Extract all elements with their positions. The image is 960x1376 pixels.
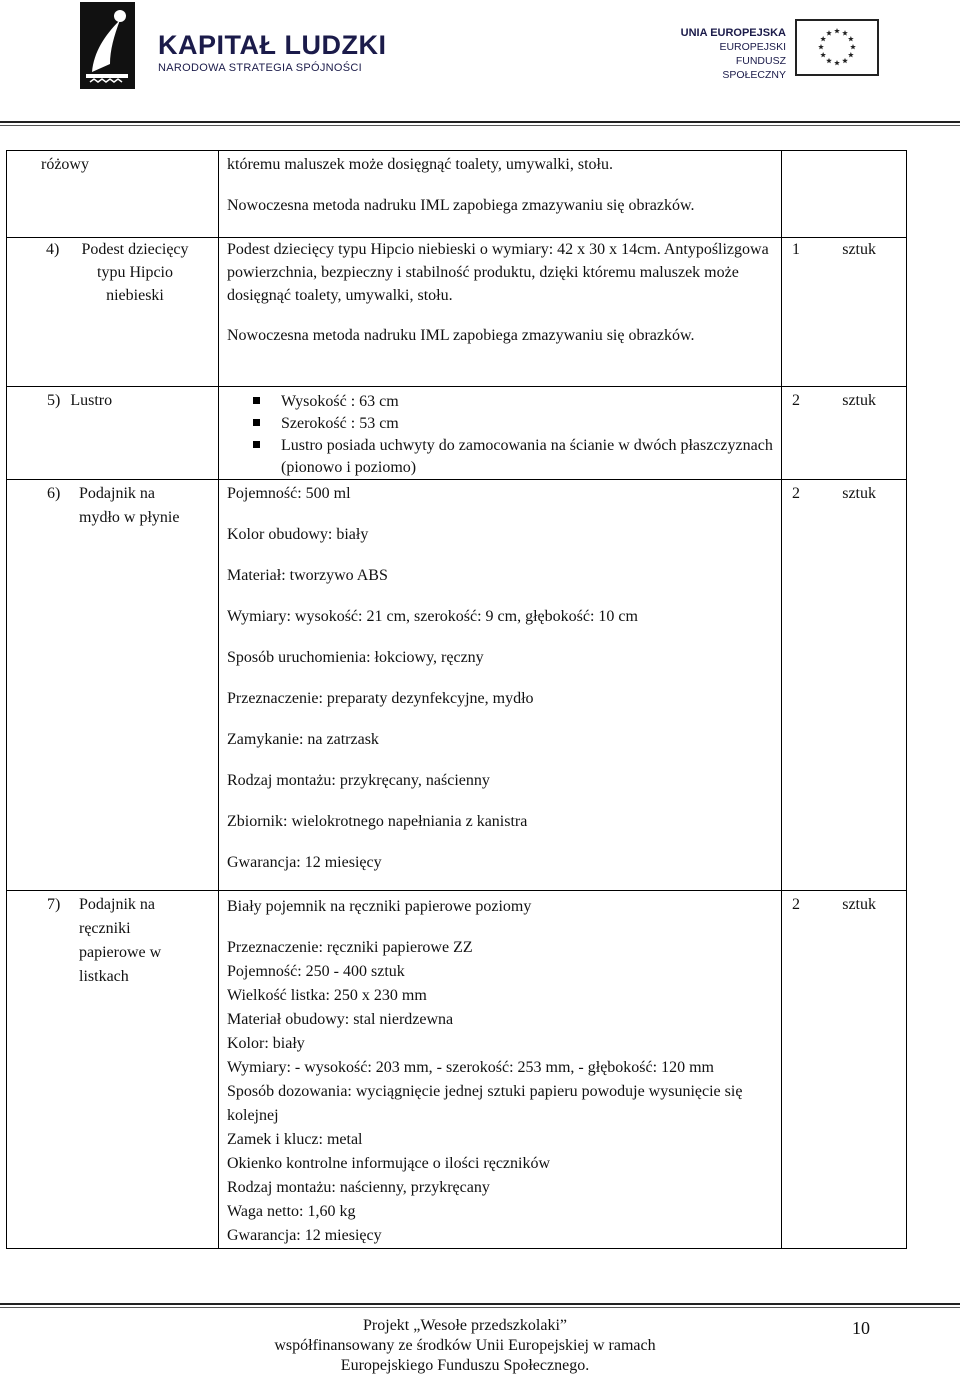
table-row [7, 480, 907, 891]
item-name: Podajnik na ręczniki papierowe w listkach [79, 896, 162, 985]
item-desc-cell [219, 891, 782, 1249]
item-desc-cell [219, 238, 782, 387]
table-row [7, 387, 907, 480]
item-desc-cell [219, 151, 782, 238]
desc-line: Materiał: tworzywo ABS [227, 567, 388, 584]
item-qty-cell [782, 238, 907, 387]
desc-line: Sposób uruchomienia: łokciowy, ręczny [227, 649, 484, 666]
desc-line: Zamykanie: na zatrzask [227, 731, 379, 748]
footer-line: Projekt „Wesołe przedszkolaki” [363, 1317, 567, 1334]
header-rule-thin [0, 125, 960, 126]
item-name-cell [7, 891, 219, 1249]
table-row [7, 891, 907, 1249]
desc-line: Wymiary: - wysokość: 203 mm, - szerokość: 253 mm, - głębokość: 120 mm [227, 1059, 714, 1076]
desc-line: Zbiornik: wielokrotnego napełniania z kanistra [227, 813, 528, 830]
desc-line: Sposób dozowania: wyciągnięcie jednej sztuki papieru powoduje wysunięcie się kolejnej [227, 1083, 743, 1124]
qty-number: 1 [792, 241, 800, 258]
bullet-item [219, 435, 773, 479]
bullet-icon [253, 397, 260, 404]
bullet-icon [253, 419, 260, 426]
item-name: Podest dziecięcy typu Hipcio niebieski [81, 241, 189, 304]
eu-flag-icon [795, 19, 879, 76]
eu-line3: FUNDUSZ SPOŁECZNY [722, 55, 786, 81]
desc-line: Gwarancja: 12 miesięcy [227, 854, 382, 871]
desc-line: Waga netto: 1,60 kg [227, 1203, 356, 1220]
item-desc-cell [219, 387, 782, 480]
qty-unit: sztuk [842, 241, 876, 258]
desc-line: Gwarancja: 12 miesięcy [227, 1227, 382, 1244]
desc-line: Przeznaczenie: ręczniki papierowe ZZ [227, 939, 473, 956]
bullet-item [219, 413, 773, 435]
desc-line: Zamek i klucz: metal [227, 1131, 363, 1148]
qty-unit: sztuk [842, 485, 876, 502]
kl-subtitle: NARODOWA STRATEGIA SPÓJNOŚCI [158, 62, 362, 74]
desc-line: Materiał obudowy: stal nierdzewna [227, 1011, 454, 1028]
item-name-cell [7, 387, 219, 480]
desc-text: Nowoczesna metoda nadruku IML zapobiega zmazywaniu się obrazków. [227, 197, 695, 214]
kapital-ludzki-wordmark [158, 30, 386, 74]
desc-line: Okienko kontrolne informujące o ilości ręczników [227, 1155, 551, 1172]
eu-line2: EUROPEJSKI [719, 41, 786, 53]
specification-table [6, 150, 907, 1249]
footer-line: współfinansowany ze środków Unii Europejskiej w ramach [274, 1337, 656, 1354]
eu-line1: UNIA EUROPEJSKA [680, 27, 786, 39]
desc-text: Nowoczesna metoda nadruku IML zapobiega zmazywaniu się obrazków. [227, 327, 695, 344]
table-row [7, 238, 907, 387]
item-qty-cell [782, 891, 907, 1249]
desc-text: Podest dziecięcy typu Hipcio niebieski o wymiary: 42 x 30 x 14cm. Antypoślizgowa powierzchnia, bezpieczny i stabilność produktu, dzięki któremu maluszek może dosięgnąć toalety, umywalki, stołu. [227, 241, 769, 304]
page-header [0, 0, 960, 128]
desc-line: Pojemność: 250 - 400 sztuk [227, 963, 405, 980]
desc-text: któremu maluszek może dosięgnąć toalety, umywalki, stołu. [227, 156, 613, 173]
desc-line: Pojemność: 500 ml [227, 485, 351, 502]
bullet-text: Wysokość : 63 cm [281, 393, 399, 410]
item-qty-cell [782, 480, 907, 891]
item-qty-cell [782, 151, 907, 238]
desc-line: Biały pojemnik na ręczniki papierowe poziomy [227, 898, 532, 915]
qty-number: 2 [792, 392, 800, 409]
item-name-cell [7, 238, 219, 387]
footer-rule-thin [0, 1307, 960, 1308]
item-name-cell [7, 480, 219, 891]
bullet-icon [253, 441, 260, 448]
item-name: Podajnik na mydło w płynie [79, 485, 180, 526]
desc-line: Kolor: biały [227, 1035, 305, 1052]
desc-line: Kolor obudowy: biały [227, 526, 369, 543]
footer-rule [0, 1303, 960, 1305]
item-number: 4) [46, 241, 60, 258]
qty-number: 2 [792, 485, 800, 502]
desc-line: Wymiary: wysokość: 21 cm, szerokość: 9 cm, głębokość: 10 cm [227, 608, 638, 625]
page-footer [180, 1316, 750, 1376]
desc-line: Wielkość listka: 250 x 230 mm [227, 987, 427, 1004]
desc-line: Przeznaczenie: preparaty dezynfekcyjne, mydło [227, 690, 534, 707]
desc-line: Rodzaj montażu: naścienny, przykręcany [227, 1179, 490, 1196]
footer-line: Europejskiego Funduszu Społecznego. [340, 1357, 590, 1374]
item-qty-cell [782, 387, 907, 480]
page-number: 10 [852, 1318, 870, 1338]
bullet-text: Lustro posiada uchwyty do zamocowania na ścianie w dwóch płaszczyznach (pionowo i poziomo) [281, 437, 773, 476]
bullet-text: Szerokość : 53 cm [281, 415, 399, 432]
qty-number: 2 [792, 896, 800, 913]
table-row [7, 151, 907, 238]
item-number: 5) [47, 392, 61, 409]
bullet-item [219, 391, 773, 413]
item-number: 7) [47, 896, 61, 913]
qty-unit: sztuk [842, 392, 876, 409]
eu-wordmark [676, 26, 786, 82]
item-name: Lustro [70, 392, 113, 409]
qty-unit: sztuk [842, 896, 876, 913]
item-name: różowy [41, 156, 89, 173]
kl-title: KAPITAŁ LUDZKI [158, 30, 387, 60]
header-rule [0, 121, 960, 123]
item-name-cell [7, 151, 219, 238]
item-number: 6) [47, 485, 61, 502]
kapital-ludzki-logo [80, 2, 135, 89]
bullet-list [219, 391, 773, 479]
desc-line: Rodzaj montażu: przykręcany, naścienny [227, 772, 490, 789]
item-desc-cell [219, 480, 782, 891]
